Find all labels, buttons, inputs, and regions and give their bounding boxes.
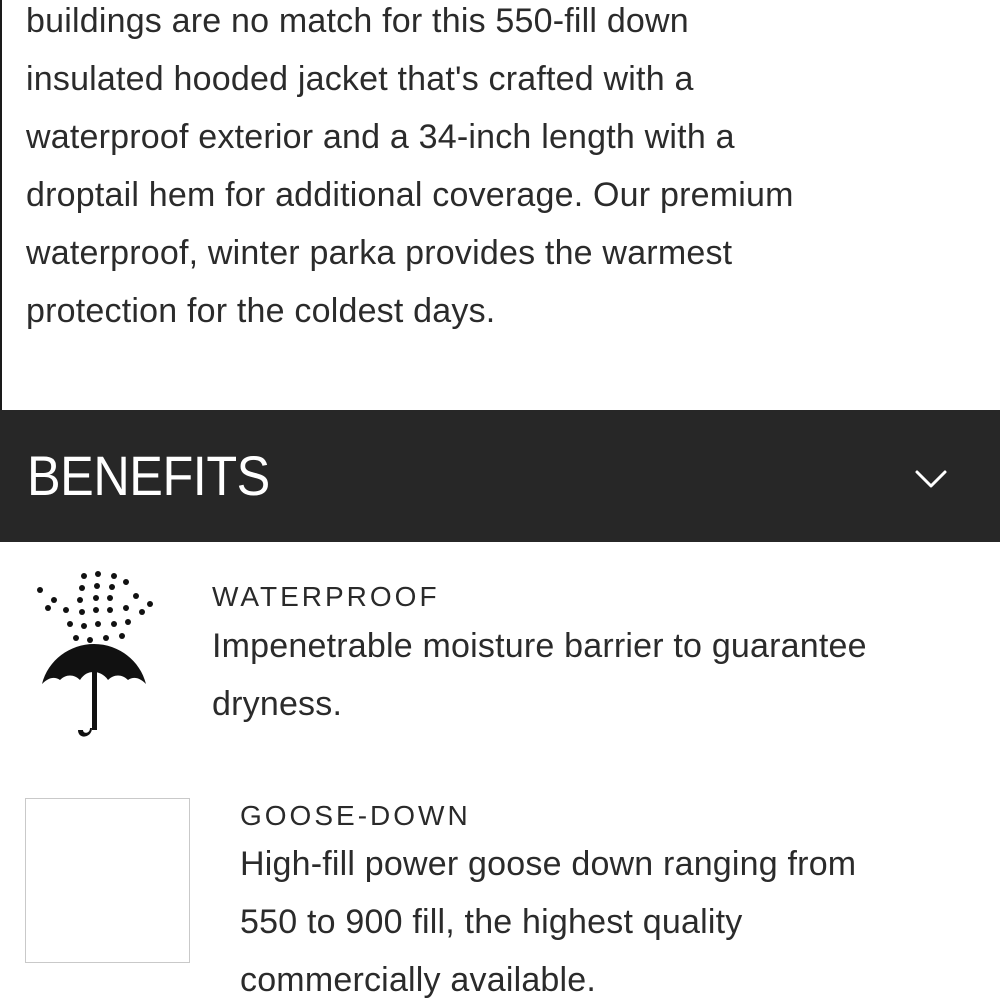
description-line: insulated hooded jacket that's crafted with a [26,60,694,98]
benefit-name-goose-down: GOOSE-DOWN [240,800,471,831]
benefit-description-line: dryness. [212,685,343,723]
left-border-rule [0,0,2,410]
description-line: droptail hem for additional coverage. Our premium [26,176,794,214]
benefit-description-line: Impenetrable moisture barrier to guarantee [212,627,867,665]
description-line: protection for the coldest days. [26,292,496,330]
product-description [26,0,986,340]
goose-down-icon [25,798,190,963]
benefit-description-waterproof [212,617,867,733]
description-line: waterproof exterior and a 34-inch length with a [26,118,735,156]
benefit-description-line: High-fill power goose down ranging from [240,845,857,883]
benefits-title: BENEFITS [27,444,270,507]
benefit-name-waterproof: WATERPROOF [212,581,440,612]
description-line: waterproof, winter parka provides the warmest [26,234,733,272]
benefit-description-line: commercially available. [240,961,597,999]
benefit-description-line: 550 to 900 fill, the highest quality [240,903,743,941]
umbrella-rain-icon [30,568,160,743]
benefit-description-goose-down [240,835,856,1000]
chevron-down-icon[interactable] [914,468,948,490]
description-line: buildings are no match for this 550-fill down [26,2,689,40]
